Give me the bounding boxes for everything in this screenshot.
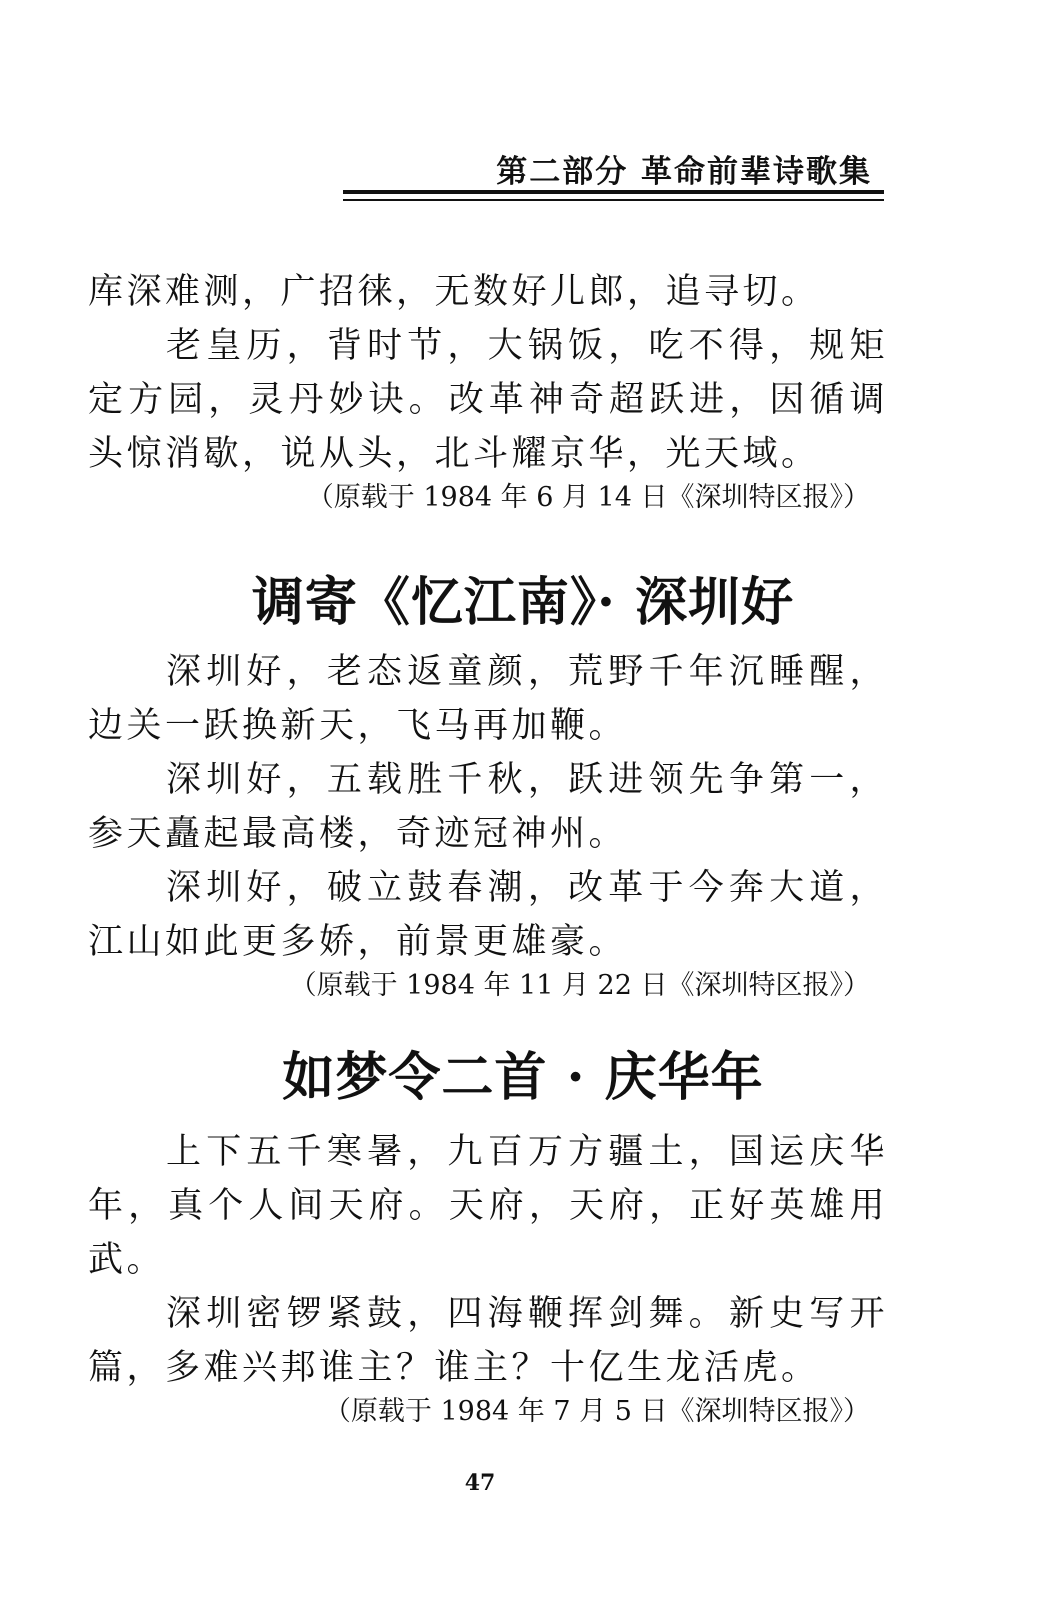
paragraph: 深圳好，五载胜千秋，跃进领先争第一，参天矗起最高楼，奇迹冠神州。 bbox=[88, 760, 888, 854]
page-number: 47 bbox=[464, 1470, 496, 1496]
paragraph: 老皇历，背时节，大锅饭，吃不得，规矩定方园，灵丹妙诀。改革神奇超跃进，因循调头惊消歇，说从头，北斗耀京华，光天域。 bbox=[88, 326, 888, 474]
section-continuation bbox=[88, 265, 888, 515]
poem-title: 如梦令二首 · 庆华年 bbox=[282, 1047, 764, 1108]
paragraph: 深圳好，老态返童颜，荒野千年沉睡醒，边关一跃换新天，飞马再加鞭。 bbox=[88, 652, 888, 746]
running-head: 第二部分 革命前辈诗歌集 bbox=[496, 154, 872, 190]
paragraph: 深圳密锣紧鼓，四海鞭挥剑舞。新史写开篇，多难兴邦谁主？谁主？十亿生龙活虎。 bbox=[88, 1294, 888, 1388]
paragraph: 上下五千寒暑，九百万方疆土，国运庆华年，真个人间天府。天府，天府，正好英雄用武。 bbox=[88, 1132, 888, 1280]
poem-body bbox=[88, 645, 888, 1003]
paragraph: 库深难测，广招徕，无数好儿郎，追寻切。 bbox=[88, 272, 820, 312]
paragraph: 深圳好，破立鼓春潮，改革于今奔大道，江山如此更多娇，前景更雄豪。 bbox=[88, 868, 888, 962]
source-note: （原载于 1984 年 11 月 22 日《深圳特区报》） bbox=[289, 970, 870, 1001]
header-rule-thick bbox=[343, 190, 884, 194]
source-note: （原载于 1984 年 6 月 14 日《深圳特区报》） bbox=[306, 482, 870, 513]
source-note: （原载于 1984 年 7 月 5 日《深圳特区报》） bbox=[323, 1396, 870, 1427]
poem-body bbox=[88, 1125, 888, 1429]
poem-title: 调寄《忆江南》· 深圳好 bbox=[251, 572, 795, 633]
header-rule-thin bbox=[343, 199, 884, 201]
